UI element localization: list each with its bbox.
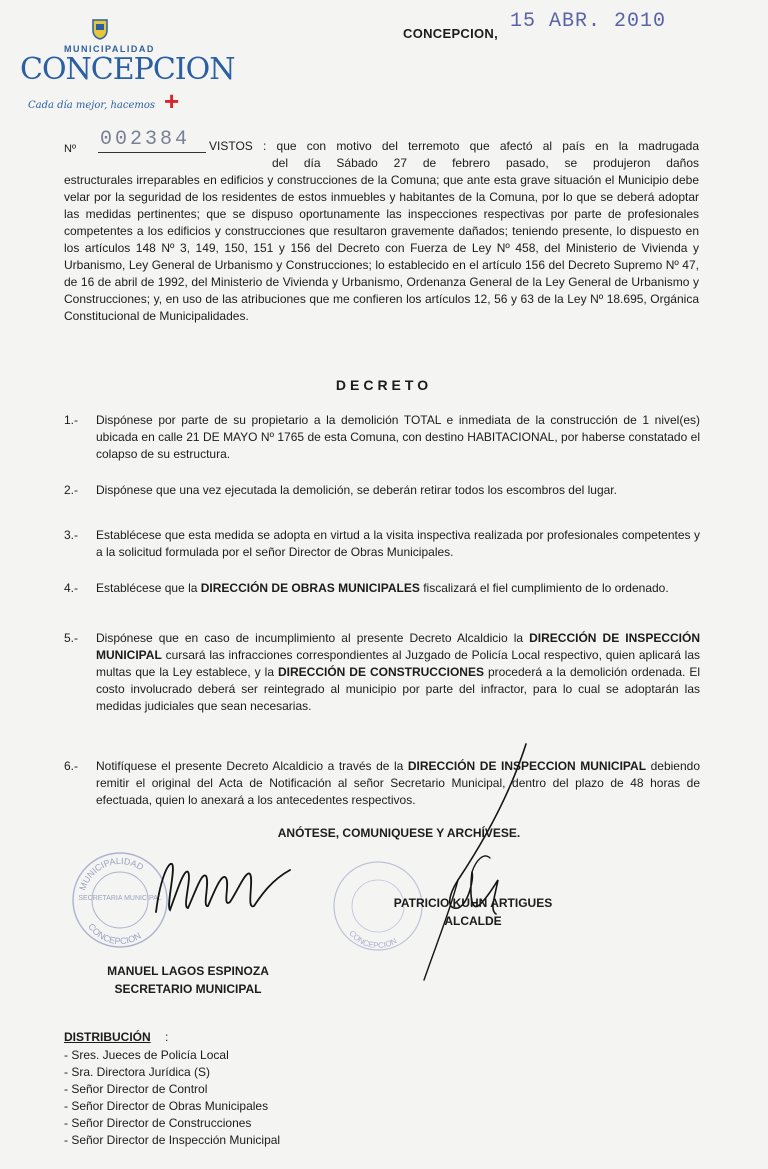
- item-number: 1.-: [64, 413, 79, 427]
- date-stamp: 15 ABR. 2010: [510, 10, 667, 33]
- item-number: 6.-: [64, 759, 79, 773]
- list-item: - Señor Director de Obras Municipales: [64, 1099, 269, 1113]
- item-number: 2.-: [64, 483, 79, 497]
- decree-item-3: [64, 527, 700, 561]
- closing-formula: ANÓTESE, COMUNIQUESE Y ARCHÍVESE.: [277, 826, 521, 840]
- secretary-signature-block: [60, 962, 316, 998]
- municipal-logo: [16, 18, 235, 128]
- list-item: - Señor Director de Control: [64, 1082, 208, 1096]
- decreto-heading: DECRETO: [335, 377, 433, 393]
- logo-name: CONCEPCION: [20, 52, 235, 87]
- svg-text:MUNICIPALIDAD: MUNICIPALIDAD: [77, 855, 146, 892]
- distribution-title: DISTRIBUCIÓN: [64, 1030, 151, 1044]
- city-label: CONCEPCION,: [403, 26, 499, 41]
- logo-municipality-label: MUNICIPALIDAD: [64, 44, 155, 54]
- list-item: - Sres. Jueces de Policía Local: [64, 1048, 229, 1062]
- list-item: - Señor Director de Inspección Municipal: [64, 1133, 281, 1147]
- vistos-second-line: del día Sábado 27 de febrero pasado, se produjeron daños: [272, 156, 699, 170]
- plus-cross-icon: +: [164, 86, 180, 116]
- item-text: Dispónese que una vez ejecutada la demolición, se deberán retirar todos los escombros del lugar.: [96, 483, 617, 497]
- office-name: DIRECCIÓN DE INSPECCIÓN MUNICIPAL: [96, 631, 700, 662]
- item-text: Dispónese que en caso de incumplimiento al presente Decreto Alcaldicio la DIRECCIÓN DE INSPECCIÓN MUNICIPAL cursará las infracciones correspondientes al Juzgado de Policía Local respectivo, quien aplicará las multas que la Ley establece, y la DIRECCIÓN DE CONSTRUCCIONES procederá a la demolición ordenada. El costo involucrado deberá ser reintegrado al municipio por parte del infractor, para lo cual se adoptarán las medidas judiciales que sean necesarias.: [96, 631, 700, 713]
- decree-item-6: [64, 758, 700, 809]
- svg-text:CONCEPCION: CONCEPCION: [86, 921, 143, 947]
- mayor-signature-block: [365, 894, 581, 930]
- list-item: - Señor Director de Construcciones: [64, 1116, 252, 1130]
- item-number: 4.-: [64, 581, 79, 595]
- vistos-body: estructurales irreparables en edificios y construcciones de la Comuna; que ante esta grave situación el Municipio debe velar por la seguridad de los residentes de estos inmuebles y habitantes de la Comuna, por lo que se deberá adoptar las medidas pertinentes; que se dispuso oportunamente las inspecciones respectivas por parte de profesionales competentes a los edificios y construcciones que resultaron gravemente dañados; teniendo presente, lo dispuesto en los artículos 148 Nº 3, 149, 150, 151 y 156 del Decreto con Fuerza de Ley Nº 458, del Ministerio de Vivienda y Urbanismo, Ley General de Urbanismo y Construcciones; lo establecido en el artículo 156 del Decreto Supremo Nº 47, de 16 de abril de 1992, del Ministerio de Vivienda y Urbanismo, Ordenanza General de la Ley General de Urbanismo y Construcciones; y, en uso de las atribuciones que me confieren los artículos 12, 56 y 63 de la Ley Nº 18.695, Orgánica Constitucional de Municipalidades.: [64, 173, 699, 323]
- office-name: DIRECCIÓN DE INSPECCION MUNICIPAL: [407, 759, 647, 773]
- mayor-signature: [398, 740, 538, 990]
- list-item: - Sra. Directora Jurídica (S): [64, 1065, 211, 1079]
- secretary-name: MANUEL LAGOS ESPINOZA: [107, 964, 269, 978]
- secretary-title: SECRETARIO MUNICIPAL: [114, 982, 262, 996]
- decree-number-underline: [98, 152, 206, 153]
- item-text: Dispónese por parte de su propietario a la demolición TOTAL e inmediata de la construcción de 1 nivel(es) ubicada en calle 21 DE MAYO Nº 1765 de esta Comuna, con destino HABITACIONAL, por haberse constatado el colapso de su estructura.: [96, 413, 700, 461]
- logo-slogan: Cada día mejor, hacemos: [28, 100, 156, 111]
- decree-item-5: [64, 630, 700, 715]
- decree-item-2: [64, 482, 700, 499]
- secretary-signature: [150, 850, 310, 930]
- svg-text:CONCEPCION: CONCEPCION: [347, 928, 399, 951]
- distribution-colon: :: [165, 1030, 169, 1044]
- svg-text:SECRETARIA MUNICIPAL: SECRETARIA MUNICIPAL: [78, 895, 162, 902]
- coat-of-arms-icon: [92, 18, 108, 40]
- decree-item-4: [64, 580, 700, 597]
- item-text: Establécese que esta medida se adopta en virtud a la visita inspectiva realizada por profesionales competentes y a la solicitud formulada por el señor Director de Obras Municipales.: [96, 528, 700, 559]
- decree-number-label: Nº: [64, 143, 76, 155]
- mayor-name: PATRICIO KUHN ARTIGUES: [393, 896, 553, 910]
- item-number: 3.-: [64, 528, 79, 542]
- item-text: Notifíquese el presente Decreto Alcaldicio a través de la DIRECCIÓN DE INSPECCION MUNICIPAL debiendo remitir el original del Acta de Notificación al señor Secretario Municipal, dentro del plazo de 48 horas de efectuada, quien lo anexará a los antecedentes respectivos.: [96, 759, 700, 807]
- decree-item-1: [64, 412, 700, 463]
- vistos-first-line: VISTOS : que con motivo del terremoto que afectó al país en la madrugada: [209, 139, 699, 153]
- decree-number: 002384: [100, 128, 191, 151]
- mayor-title: ALCALDE: [444, 914, 502, 928]
- distribution-list: [64, 1047, 280, 1149]
- item-text: Establécese que la DIRECCIÓN DE OBRAS MUNICIPALES fiscalizará el fiel cumplimiento de lo ordenado.: [96, 581, 669, 595]
- item-number: 5.-: [64, 631, 79, 645]
- office-name: DIRECCIÓN DE OBRAS MUNICIPALES: [200, 581, 420, 595]
- office-name: DIRECCIÓN DE CONSTRUCCIONES: [277, 665, 484, 679]
